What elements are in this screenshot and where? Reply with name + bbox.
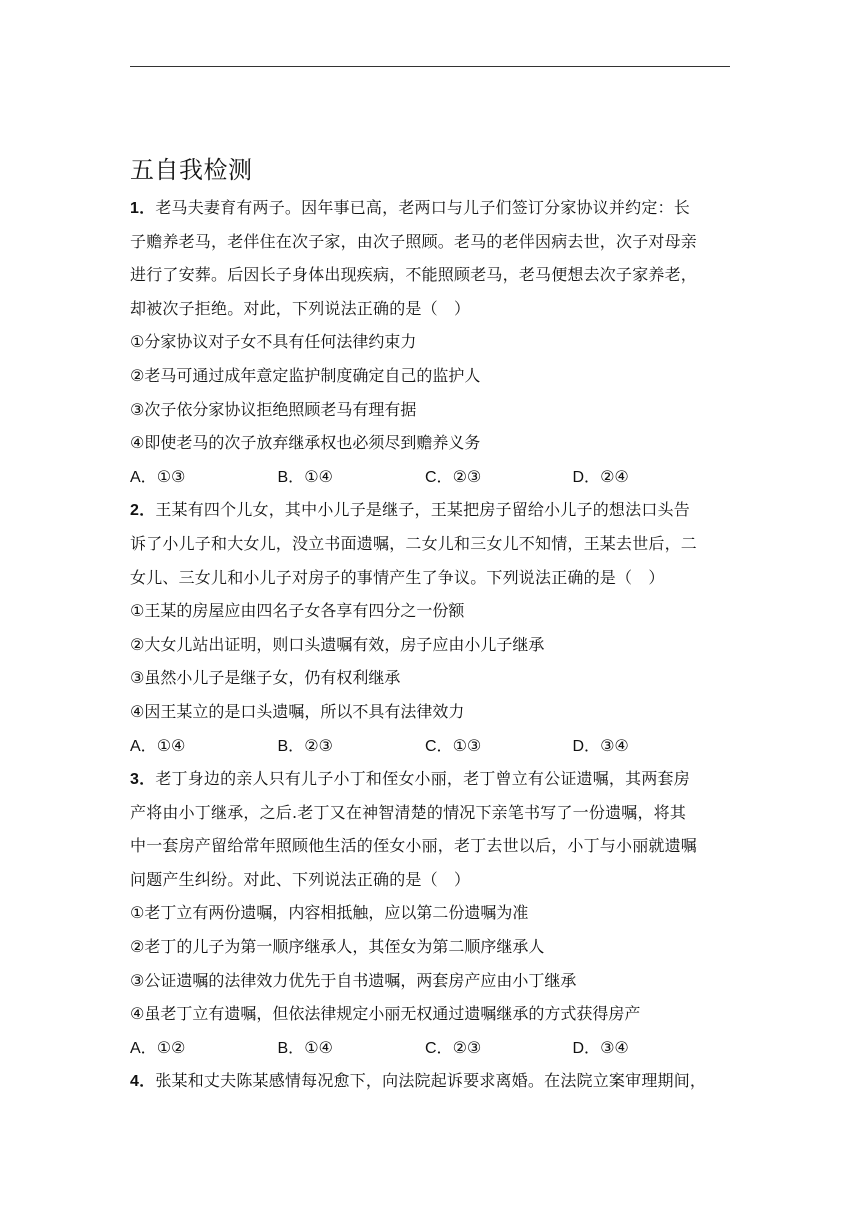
statement-item: ④虽老丁立有遗嘱，但依法律规定小丽无权通过遗嘱继承的方式获得房产 xyxy=(130,1004,641,1024)
choice-letter: A． xyxy=(130,1039,157,1057)
question-number: 2． xyxy=(130,502,156,520)
question-stem-line xyxy=(130,561,730,595)
question-list xyxy=(130,191,730,1098)
choice-letter: B． xyxy=(277,1039,305,1057)
question-stem-line xyxy=(130,292,730,326)
choice-text: ②③ xyxy=(452,1037,482,1057)
question-number: 3． xyxy=(130,771,156,789)
answer-choice[interactable] xyxy=(573,729,721,763)
question-stem-text: 进行了安葬。后因长子身体出现疾病，不能照顾老马，老马便想去次子家养老， xyxy=(130,265,698,285)
choice-letter: A． xyxy=(130,737,157,755)
question-stem-line xyxy=(130,829,730,863)
statement-item: ③公证遗嘱的法律效力优先于自书遗嘱，两套房产应由小丁继承 xyxy=(130,970,577,990)
choice-letter: C． xyxy=(425,468,453,486)
choice-text: ①③ xyxy=(452,735,482,755)
choice-letter: D． xyxy=(572,1039,601,1057)
choice-letter: D． xyxy=(572,468,601,486)
choice-letter: C． xyxy=(425,737,453,755)
question-stem-line xyxy=(130,225,730,259)
question-stem-text: 产将由小丁继承，之后.老丁又在神智清楚的情况下亲笔书写了一份遗嘱，将其 xyxy=(130,802,687,822)
choice-text: ①③ xyxy=(156,466,186,486)
page-title: 五自我检测 xyxy=(130,156,253,184)
choice-letter: C． xyxy=(425,1039,453,1057)
statement-item: ③次子依分家协议拒绝照顾老马有理有据 xyxy=(130,399,417,419)
header-rule xyxy=(130,66,730,67)
question-stem-line xyxy=(130,493,730,527)
question-stem-line xyxy=(130,191,730,225)
answer-choice[interactable] xyxy=(130,729,278,763)
choice-text: ②④ xyxy=(600,466,629,486)
question-stem-line xyxy=(130,258,730,292)
question-stem-line xyxy=(130,863,730,897)
answer-choice[interactable] xyxy=(278,729,426,763)
question-stem-text: 女儿、三女儿和小儿子对房子的事情产生了争议。下列说法正确的是（ ） xyxy=(130,567,665,587)
answer-choice[interactable] xyxy=(573,1031,721,1065)
question-stem-line xyxy=(130,527,730,561)
choice-text: ②③ xyxy=(452,466,482,486)
answer-choice[interactable] xyxy=(130,1031,278,1065)
choice-text: ③④ xyxy=(600,1037,629,1057)
question-stem-text: 问题产生纠纷。对此、下列说法正确的是（ ） xyxy=(130,869,471,889)
question-stem-line xyxy=(130,796,730,830)
question-stem-line xyxy=(130,762,730,796)
question-stem-text: 张某和丈夫陈某感情每况愈下，向法院起诉要求离婚。在法院立案审理期间， xyxy=(155,1071,707,1091)
choice-text: ①② xyxy=(156,1037,186,1057)
question-stem-text: 中一套房产留给常年照顾他生活的侄女小丽，老丁去世以后，小丁与小丽就遗嘱 xyxy=(130,836,698,856)
statement-item: ④因王某立的是口头遗嘱，所以不具有法律效力 xyxy=(130,701,465,721)
answer-choices xyxy=(130,1031,730,1065)
answer-choice[interactable] xyxy=(130,460,278,494)
question-number: 4． xyxy=(130,1073,156,1091)
answer-choice[interactable] xyxy=(425,1031,573,1065)
answer-choice[interactable] xyxy=(573,460,721,494)
answer-choices xyxy=(130,460,730,494)
answer-choice[interactable] xyxy=(425,729,573,763)
choice-letter: D． xyxy=(572,737,601,755)
answer-choice[interactable] xyxy=(425,460,573,494)
question-stem-text: 老马夫妻育有两子。因年事已高，老两口与儿子们签订分家协议并约定：长 xyxy=(155,198,690,217)
choice-text: ①④ xyxy=(304,1037,333,1057)
statement-item: ①老丁立有两份遗嘱，内容相抵触，应以第二份遗嘱为准 xyxy=(130,903,529,923)
choice-letter: A． xyxy=(130,468,157,486)
question-4 xyxy=(130,1064,730,1098)
choice-text: ②③ xyxy=(304,735,333,755)
question-3 xyxy=(130,762,730,1064)
answer-choice[interactable] xyxy=(278,1031,426,1065)
question-number: 1． xyxy=(130,200,156,217)
statement-item: ④即使老马的次子放弃继承权也必须尽到赡养义务 xyxy=(130,433,481,453)
statement-item: ②老丁的儿子为第一顺序继承人，其侄女为第二顺序继承人 xyxy=(130,937,545,957)
choice-text: ①④ xyxy=(304,466,333,486)
choice-letter: B． xyxy=(277,468,305,486)
statement-item: ②大女儿站出证明，则口头遗嘱有效，房子应由小儿子继承 xyxy=(130,634,545,654)
choice-letter: B． xyxy=(277,737,305,755)
question-stem-text: 老丁身边的亲人只有儿子小丁和侄女小丽，老丁曾立有公证遗嘱，其两套房 xyxy=(155,769,690,789)
answer-choice[interactable] xyxy=(278,460,426,494)
question-stem-text: 诉了小儿子和大女儿，没立书面遗嘱，二女儿和三女儿不知情，王某去世后，二 xyxy=(130,533,698,553)
choice-text: ①④ xyxy=(156,735,186,755)
statement-item: ②老马可通过成年意定监护制度确定自己的监护人 xyxy=(130,365,481,385)
statement-item: ①分家协议对子女不具有任何法律约束力 xyxy=(130,332,417,352)
question-stem-text: 王某有四个儿女，其中小儿子是继子，王某把房子留给小儿子的想法口头告 xyxy=(155,500,690,520)
answer-choices xyxy=(130,729,730,763)
choice-text: ③④ xyxy=(600,735,629,755)
question-stem-text: 却被次子拒绝。对此，下列说法正确的是（ ） xyxy=(130,298,471,318)
statement-item: ③虽然小儿子是继子女，仍有权利继承 xyxy=(130,668,401,688)
question-stem-text: 子赡养老马，老伴住在次子家，由次子照顾。老马的老伴因病去世，次子对母亲 xyxy=(130,231,698,251)
question-stem-line xyxy=(130,1064,730,1098)
statement-item: ①王某的房屋应由四名子女各享有四分之一份额 xyxy=(130,601,465,621)
question-2 xyxy=(130,493,730,762)
question-1 xyxy=(130,191,730,493)
